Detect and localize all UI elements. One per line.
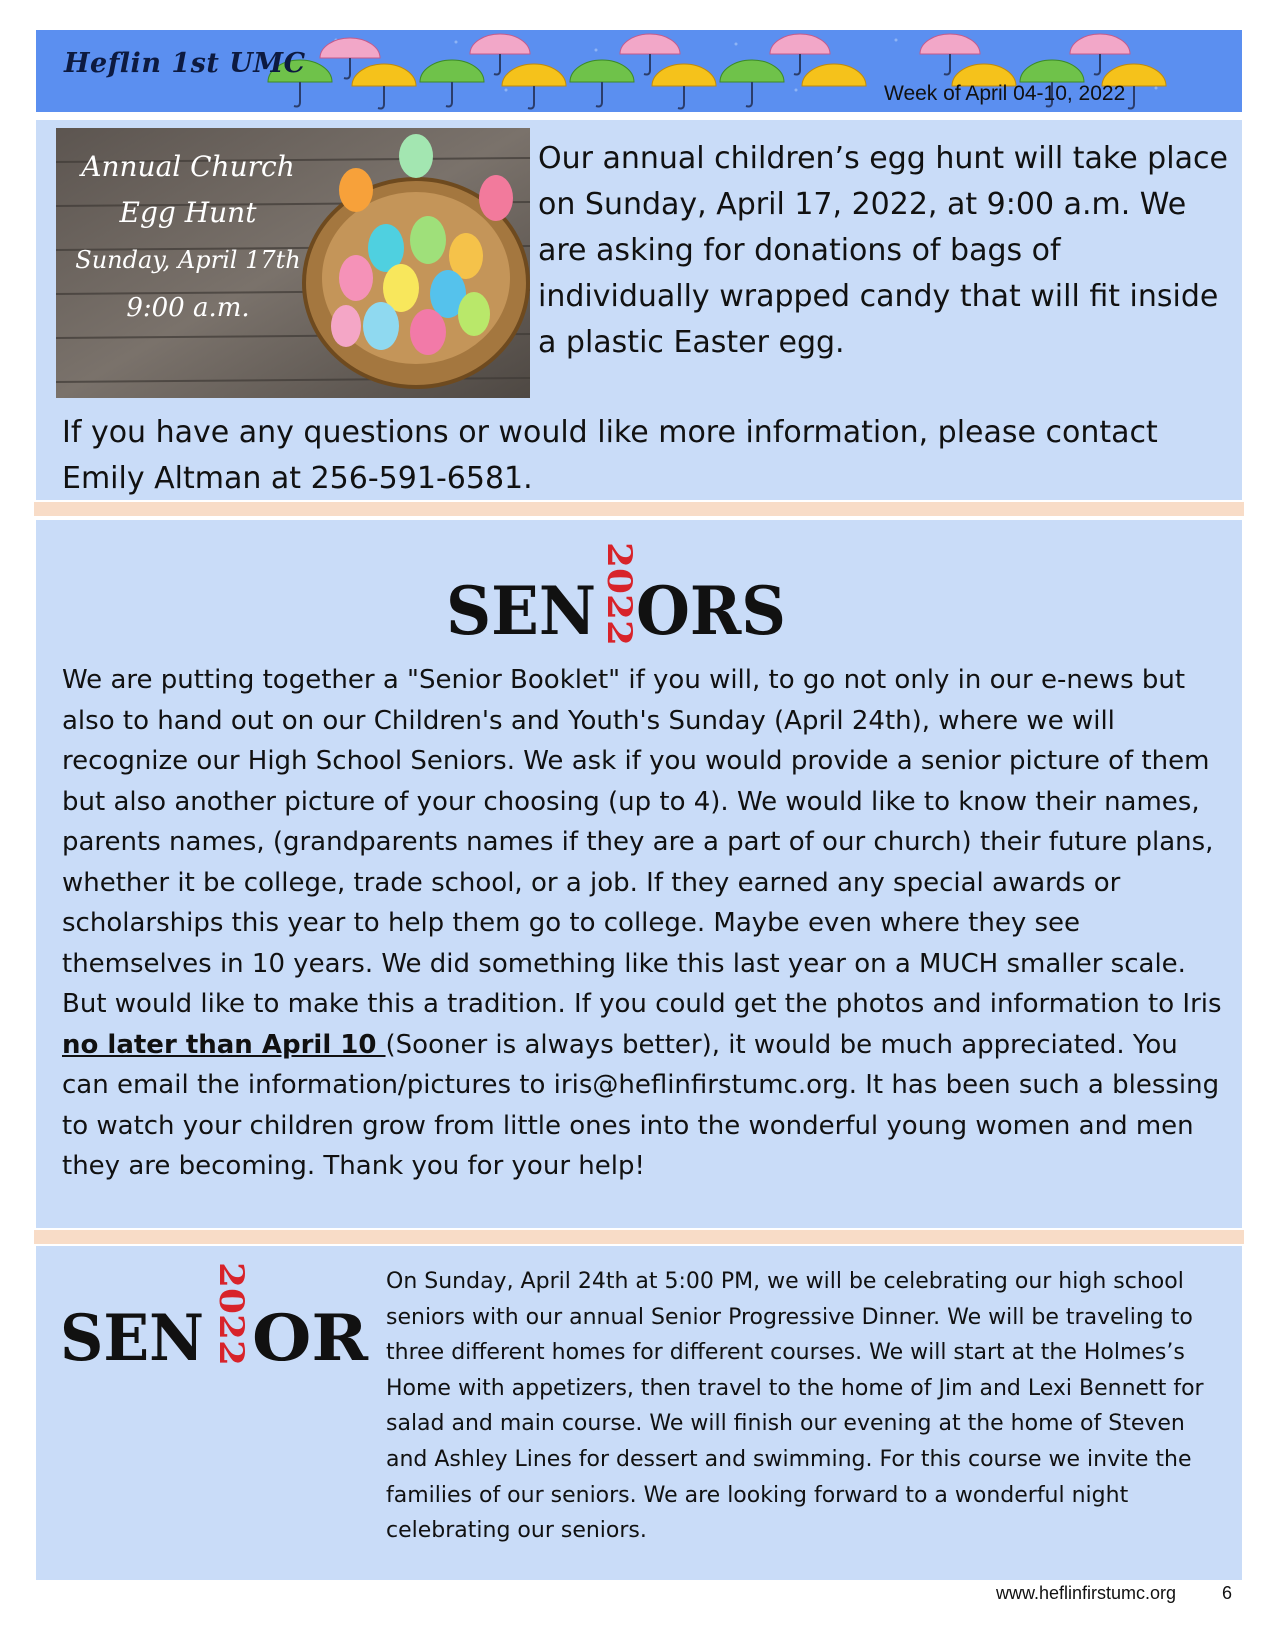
photo-caption-line: Egg Hunt	[119, 196, 257, 229]
senior-2022-logo	[60, 1262, 370, 1392]
logo-text-left: SEN	[60, 1301, 204, 1376]
senior-booklet-text-start: We are putting together a "Senior Booklet" if you will, to go not only in our e-news but also to hand out on our Children's and Youth's Sunday (April 24th), where we will recognize our High School Seniors. We ask if you would provide a senior picture of them but also another picture of your choosing (up to 4). We would like to know their names, parents names, (grandparents names if they are a part of our church) their future plans, whether it be college, trade school, or a job. If they earned any special awards or scholarships this year to help them go to college. Maybe even where they see themselves in 10 years. We did something like this last year on a MUCH smaller scale. But would like to make this a tradition. If you could get the photos and information to Iris	[62, 665, 1222, 1019]
seniors-2022-logo	[446, 540, 846, 670]
egg-hunt-description: Our annual children’s egg hunt will take place on Sunday, April 17, 2022, at 9:00 a.m. We are asking for donations of bags of individually wrapped candy that will fit inside a plastic Easter egg.	[538, 141, 1228, 360]
logo-text-left: SEN	[446, 572, 596, 650]
photo-caption-line: Sunday, April 17th	[75, 246, 301, 274]
section-divider	[34, 502, 1244, 516]
senior-booklet-text-end: (Sooner is always better), it would be much appreciated. You can email the information/pictures to iris@heflinfirstumc.org. It has been such a blessing to watch your children grow from little ones into the wonderful young women and men they are becoming. Thank you for your help!	[62, 1029, 1220, 1181]
photo-caption-line: Annual Church	[81, 150, 295, 183]
newsletter-title: Heflin 1st UMC	[64, 48, 306, 79]
egg-hunt-photo	[56, 128, 530, 398]
website-url: www.heflinfirstumc.org	[996, 1583, 1177, 1603]
photo-caption-line: 9:00 a.m.	[126, 293, 250, 323]
logo-year: 2022	[211, 1262, 251, 1357]
logo-year: 2022	[599, 542, 639, 637]
section-divider	[34, 1230, 1244, 1244]
senior-booklet-section	[36, 520, 1242, 1228]
deadline-text: no later than April 10	[62, 1029, 386, 1060]
logo-text-right: ORS	[636, 572, 786, 650]
egg-hunt-section	[36, 120, 1242, 500]
logo-text-right: OR	[252, 1301, 369, 1376]
egg-hunt-contact: If you have any questions or would like more information, please contact Emily Altman at 256-591-6581.	[62, 415, 1158, 496]
senior-booklet-text	[62, 660, 1232, 1187]
progressive-dinner-section	[36, 1246, 1242, 1580]
header-banner	[36, 30, 1242, 112]
page-number: 6	[1222, 1583, 1233, 1603]
week-label: Week of April 04-10, 2022	[884, 82, 1126, 105]
progressive-dinner-text: On Sunday, April 24th at 5:00 PM, we will be celebrating our high school seniors with our annual Senior Progressive Dinner. We will be traveling to three different homes for different courses. We will start at the Holmes’s Home with appetizers, then travel to the home of Jim and Lexi Bennett for salad and main course. We will finish our evening at the home of Steven and Ashley Lines for dessert and swimming. For this course we invite the families of our seniors. We are looking forward to a wonderful night celebrating our seniors.	[386, 1269, 1204, 1544]
